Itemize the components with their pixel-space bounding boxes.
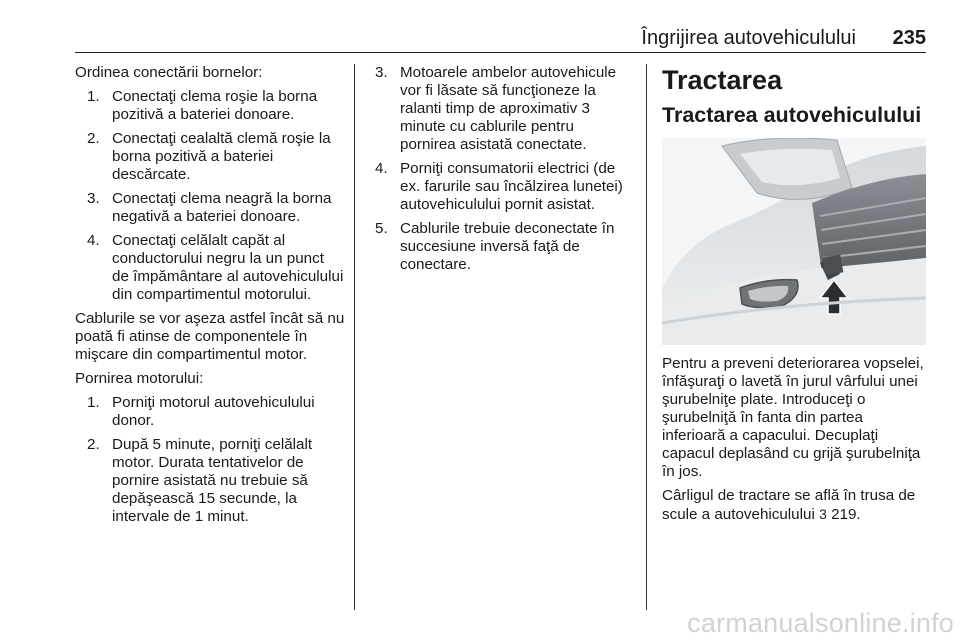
page-reference-arrow-icon: 3 — [819, 506, 827, 522]
column-left — [75, 64, 345, 532]
watermark: carmanualsonline.info — [687, 608, 954, 638]
engine-start-steps-continued — [369, 64, 627, 274]
towing-eye-cover-illustration — [662, 138, 926, 345]
column-divider — [354, 64, 355, 610]
step-text: Motoarele ambelor autovehicule vor fi lăsate să funcţioneze la ralanti timp de aproximativ 3 minute cu cablurile pentru pornirea asistată conectate. — [400, 64, 617, 153]
towing-eye-location-note — [662, 487, 926, 524]
list-item — [87, 436, 345, 526]
towing-instructions: Pentru a preveni deteriorarea vopselei, înfăşuraţi o lavetă în jurul vârfului unei şurubelniţe plate. Introduceţi o şurubelniţă în fanta din partea inferioară a capacului. Decuplaţi capacul deplasând cu grijă şurubelniţa în jos. — [662, 355, 924, 480]
engine-start-intro: Pornirea motorului: — [75, 370, 204, 387]
list-item — [375, 160, 627, 214]
subsection-heading: Tractarea autovehiculului — [662, 103, 922, 127]
section-heading: Tractarea — [662, 65, 783, 95]
step-text: Conectaţi cealaltă clemă roşie la borna pozitivă a bateriei descărcate. — [112, 130, 331, 183]
column-right — [662, 64, 926, 530]
list-item — [375, 64, 627, 154]
towing-eye-location-text: Cârligul de tractare se află în trusa de scule a autovehiculului — [662, 487, 916, 523]
step-number: 1. — [87, 394, 100, 411]
page-reference-link[interactable]: 219. — [831, 506, 861, 523]
step-text: Conectaţi clema neagră la borna negativă a bateriei donoare. — [112, 190, 332, 225]
page-number: 235 — [892, 27, 926, 49]
step-text: Conectaţi clema roşie la borna pozitivă a bateriei donoare. — [112, 88, 318, 123]
page-title: Îngrijirea autovehiculului — [641, 27, 856, 49]
step-text: După 5 minute, porniţi celălalt motor. Durata tentativelor de pornire asistată nu trebuie să depăşească 15 secunde, la intervale de 1 minut. — [112, 436, 313, 525]
step-number: 2. — [87, 130, 100, 147]
cable-placement-note: Cablurile se vor aşeza astfel încât să nu poată fi atinse de componentele în mişcare din compartimentul motor. — [75, 310, 345, 363]
step-text: Conectaţi celălalt capăt al conductorului negru la un punct de împământare al autovehiculului din compartimentul motorului. — [112, 232, 344, 303]
list-item — [375, 220, 627, 274]
list-item — [87, 88, 345, 124]
step-number: 3. — [375, 64, 388, 81]
page-header — [75, 26, 926, 53]
step-number: 4. — [87, 232, 100, 249]
step-text: Porniţi motorul autovehiculului donor. — [112, 394, 315, 429]
list-item — [87, 130, 345, 184]
step-number: 3. — [87, 190, 100, 207]
connection-steps-list — [75, 88, 345, 304]
step-number: 2. — [87, 436, 100, 453]
column-divider — [646, 64, 647, 610]
column-middle — [369, 64, 627, 280]
step-number: 5. — [375, 220, 388, 237]
step-text: Cablurile trebuie deconectate în succesiune inversă faţă de conectare. — [400, 220, 615, 273]
list-item — [87, 190, 345, 226]
list-item — [87, 394, 345, 430]
list-item — [87, 232, 345, 304]
engine-start-steps-list — [75, 394, 345, 526]
step-number: 4. — [375, 160, 388, 177]
step-text: Porniţi consumatorii electrici (de ex. farurile sau încălzirea lunetei) autovehiculului pornit asistat. — [400, 160, 623, 213]
step-number: 1. — [87, 88, 100, 105]
connection-order-intro: Ordinea conectării bornelor: — [75, 64, 263, 81]
